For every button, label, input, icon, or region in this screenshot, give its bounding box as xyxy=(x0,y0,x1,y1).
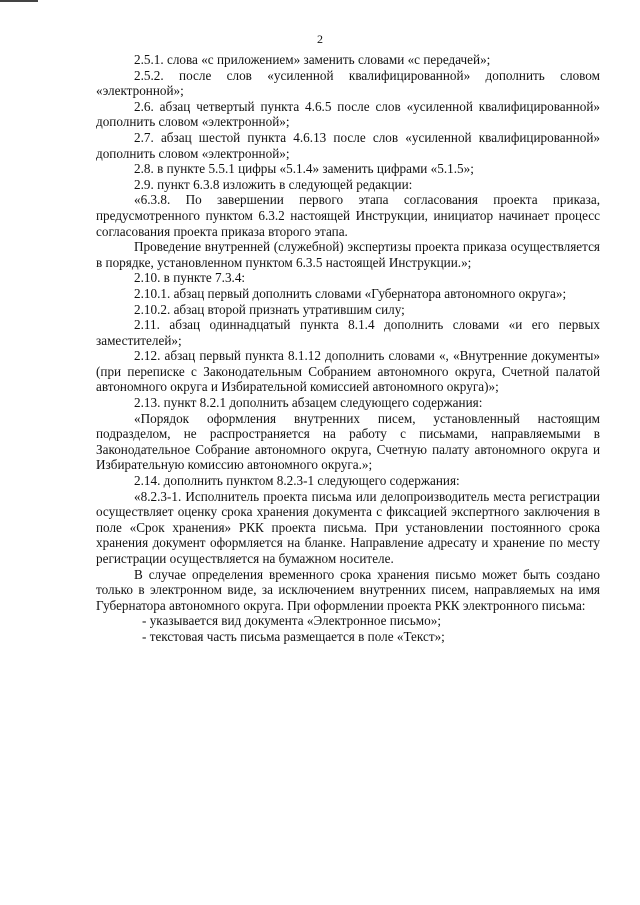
list-item-document-type: - указывается вид документа «Электронное письмо»; xyxy=(142,613,441,629)
paragraph-8-2-3-1-quote: «8.2.3-1. Исполнитель проекта письма или делопроизводитель места регистрации осуществляет оценку срока хранения документа с фиксацией экспертного заключения в поле «Срок хранения» РКК проекта письма. При установлении постоянного срока хранения документ оформляется на бланке. Направление адресату и хранение по месту регистрации осуществляется на бумажном носителе. xyxy=(96,488,600,566)
scan-corner-mark xyxy=(0,0,38,2)
paragraph-2-5-2: 2.5.2. после слов «усиленной квалифицированной» дополнить словом «электронной»; xyxy=(96,67,600,99)
paragraph-2-7: 2.7. абзац шестой пункта 4.6.13 после слов «усиленной квалифицированной» дополнить словом «электронной»; xyxy=(96,129,600,161)
paragraph-temporary-storage: В случае определения временного срока хранения письмо может быть создано только в электронном виде, за исключением внутренних писем, направляемых на имя Губернатора автономного округа. При оформлении проекта РКК электронного письма: xyxy=(96,566,600,613)
document-body xyxy=(96,52,600,645)
paragraph-2-11: 2.11. абзац одиннадцатый пункта 8.1.4 дополнить словами «и его первых заместителей»; xyxy=(96,317,600,348)
paragraph-2-8: 2.8. в пункте 5.5.1 цифры «5.1.4» заменить цифрами «5.1.5»; xyxy=(134,161,474,177)
list-item-text-field: - текстовая часть письма размещается в поле «Текст»; xyxy=(142,628,445,644)
paragraph-2-10-1: 2.10.1. абзац первый дополнить словами «Губернатора автономного округа»; xyxy=(134,285,567,301)
paragraph-6-3-8-quote: «6.3.8. По завершении первого этапа согласования проекта приказа, предусмотренного пунктом 6.3.2 настоящей Инструкции, инициатор начинает процесс согласования проекта приказа второго этапа. xyxy=(96,192,600,239)
paragraph-2-9: 2.9. пункт 6.3.8 изложить в следующей редакции: xyxy=(134,176,413,192)
paragraph-expertise: Проведение внутренней (служебной) экспертизы проекта приказа осуществляется в порядке, установленном пунктом 6.3.5 настоящей Инструкции.»; xyxy=(96,239,600,270)
paragraph-2-10: 2.10. в пункте 7.3.4: xyxy=(134,270,246,286)
page-number: 2 xyxy=(317,32,323,46)
paragraph-2-5-1: 2.5.1. слова «с приложением» заменить словами «с передачей»; xyxy=(134,52,491,67)
paragraph-2-12: 2.12. абзац первый пункта 8.1.12 дополнить словами «, «Внутренние документы» (при переписке с Законодательным Собранием автономного округа, Счетной палатой автономного округа и Избирательной комиссией автономного округа)»; xyxy=(96,348,600,395)
paragraph-2-13: 2.13. пункт 8.2.1 дополнить абзацем следующего содержания: xyxy=(134,395,483,411)
paragraph-2-10-2: 2.10.2. абзац второй признать утратившим силу; xyxy=(134,301,405,317)
paragraph-internal-letters-quote: «Порядок оформления внутренних писем, установленный настоящим подразделом, не распространяется на работу с письмами, направляемыми в Законодательное Собрание автономного округа, Счетную палату автономного округа и Избирательную комиссию автономного округа.»; xyxy=(96,410,600,473)
paragraph-2-14: 2.14. дополнить пунктом 8.2.3-1 следующего содержания: xyxy=(134,473,460,489)
paragraph-2-6: 2.6. абзац четвертый пункта 4.6.5 после слов «усиленной квалифицированной» дополнить словом «электронной»; xyxy=(96,98,600,130)
